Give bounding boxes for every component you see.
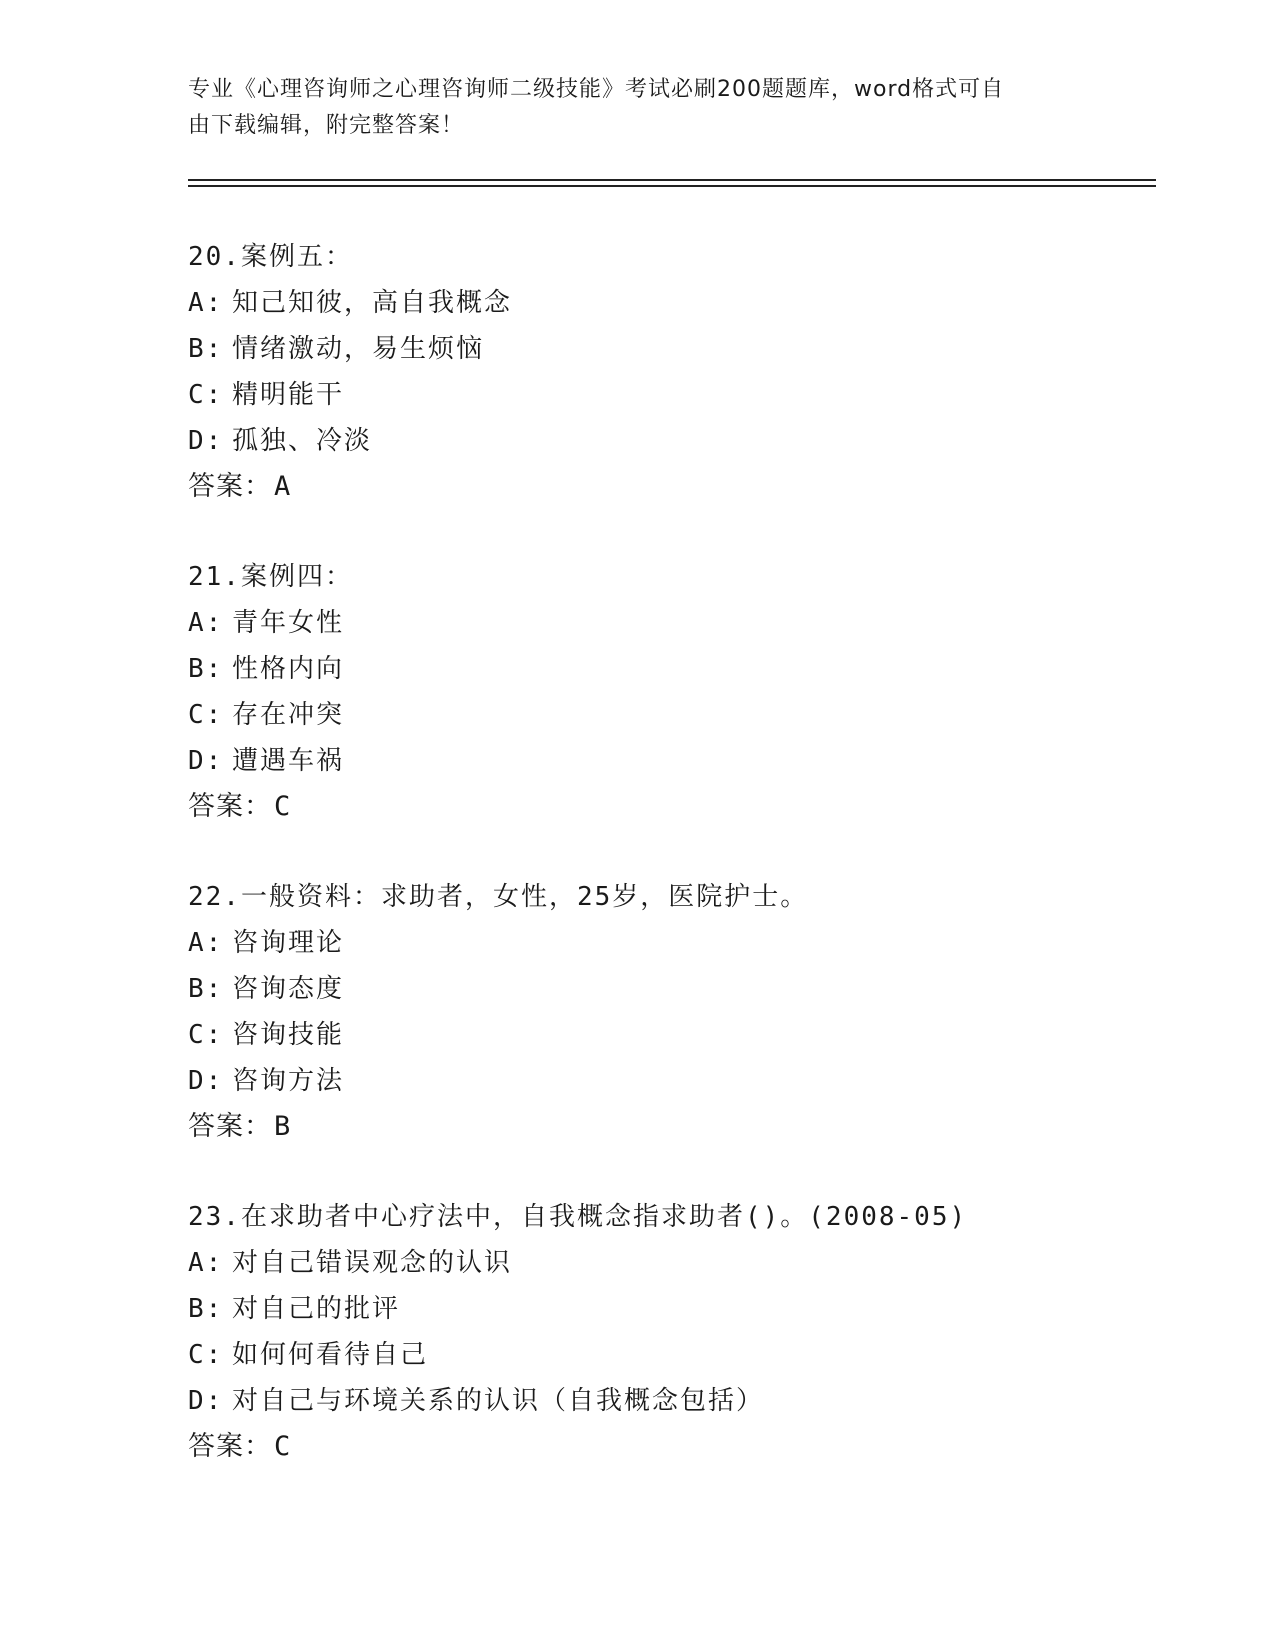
answer-value: C bbox=[274, 1431, 292, 1462]
option-text: 咨询技能 bbox=[232, 1020, 345, 1050]
option-text: 咨询方法 bbox=[232, 1066, 345, 1096]
answer-label: 答案： bbox=[188, 471, 272, 502]
option-key: B: bbox=[188, 974, 224, 1004]
document-header bbox=[188, 72, 1068, 144]
header-divider-bottom bbox=[188, 185, 1156, 187]
answer-line bbox=[188, 464, 1148, 510]
option-d bbox=[188, 418, 1148, 464]
question-block bbox=[188, 1194, 1148, 1470]
option-text: 咨询理论 bbox=[232, 928, 345, 958]
question-block bbox=[188, 234, 1148, 510]
option-key: D: bbox=[188, 1066, 224, 1096]
option-b bbox=[188, 646, 1148, 692]
question-stem: 22.一般资料：求助者，女性，25岁，医院护士。 bbox=[188, 882, 809, 912]
option-a bbox=[188, 280, 1148, 326]
option-b bbox=[188, 966, 1148, 1012]
question-stem: 20.案例五： bbox=[188, 242, 353, 272]
answer-line bbox=[188, 1424, 1148, 1470]
option-key: C: bbox=[188, 1340, 224, 1370]
question-stem: 21.案例四： bbox=[188, 562, 353, 592]
option-text: 精明能干 bbox=[232, 380, 345, 410]
option-key: B: bbox=[188, 1294, 224, 1324]
option-key: B: bbox=[188, 654, 224, 684]
option-key: D: bbox=[188, 426, 224, 456]
option-text: 孤独、冷淡 bbox=[232, 426, 373, 456]
option-d bbox=[188, 1378, 1148, 1424]
option-text: 性格内向 bbox=[232, 654, 345, 684]
option-key: B: bbox=[188, 334, 224, 364]
answer-value: A bbox=[274, 471, 292, 502]
option-b bbox=[188, 1286, 1148, 1332]
option-key: C: bbox=[188, 1020, 224, 1050]
option-text: 对自己的批评 bbox=[232, 1294, 401, 1324]
header-line-1: 专业《心理咨询师之心理咨询师二级技能》考试必刷200题题库，word格式可自 bbox=[188, 77, 1005, 102]
answer-line bbox=[188, 784, 1148, 830]
option-a bbox=[188, 1240, 1148, 1286]
option-text: 对自己与环境关系的认识（自我概念包括） bbox=[232, 1386, 765, 1416]
option-text: 咨询态度 bbox=[232, 974, 345, 1004]
option-text: 对自己错误观念的认识 bbox=[232, 1248, 513, 1278]
answer-label: 答案： bbox=[188, 1111, 272, 1142]
option-d bbox=[188, 1058, 1148, 1104]
question-stem: 23.在求助者中心疗法中，自我概念指求助者()。(2008-05) bbox=[188, 1202, 968, 1232]
option-text: 青年女性 bbox=[232, 608, 345, 638]
option-text: 知己知彼，高自我概念 bbox=[232, 288, 513, 318]
option-c bbox=[188, 692, 1148, 738]
option-key: D: bbox=[188, 1386, 224, 1416]
option-key: A: bbox=[188, 928, 224, 958]
option-b bbox=[188, 326, 1148, 372]
option-c bbox=[188, 372, 1148, 418]
option-key: C: bbox=[188, 380, 224, 410]
answer-label: 答案： bbox=[188, 791, 272, 822]
answer-value: C bbox=[274, 791, 292, 822]
option-a bbox=[188, 600, 1148, 646]
option-key: A: bbox=[188, 288, 224, 318]
option-text: 遭遇车祸 bbox=[232, 746, 345, 776]
header-line-2: 由下载编辑，附完整答案！ bbox=[188, 113, 465, 138]
option-c bbox=[188, 1332, 1148, 1378]
header-divider-top bbox=[188, 179, 1156, 181]
option-c bbox=[188, 1012, 1148, 1058]
option-key: A: bbox=[188, 608, 224, 638]
option-text: 如何何看待自己 bbox=[232, 1340, 429, 1370]
answer-line bbox=[188, 1104, 1148, 1150]
option-a bbox=[188, 920, 1148, 966]
option-key: D: bbox=[188, 746, 224, 776]
option-d bbox=[188, 738, 1148, 784]
option-key: A: bbox=[188, 1248, 224, 1278]
question-block bbox=[188, 554, 1148, 830]
option-text: 存在冲突 bbox=[232, 700, 345, 730]
option-text: 情绪激动，易生烦恼 bbox=[232, 334, 485, 364]
answer-label: 答案： bbox=[188, 1431, 272, 1462]
answer-value: B bbox=[274, 1111, 292, 1142]
question-block bbox=[188, 874, 1148, 1150]
option-key: C: bbox=[188, 700, 224, 730]
